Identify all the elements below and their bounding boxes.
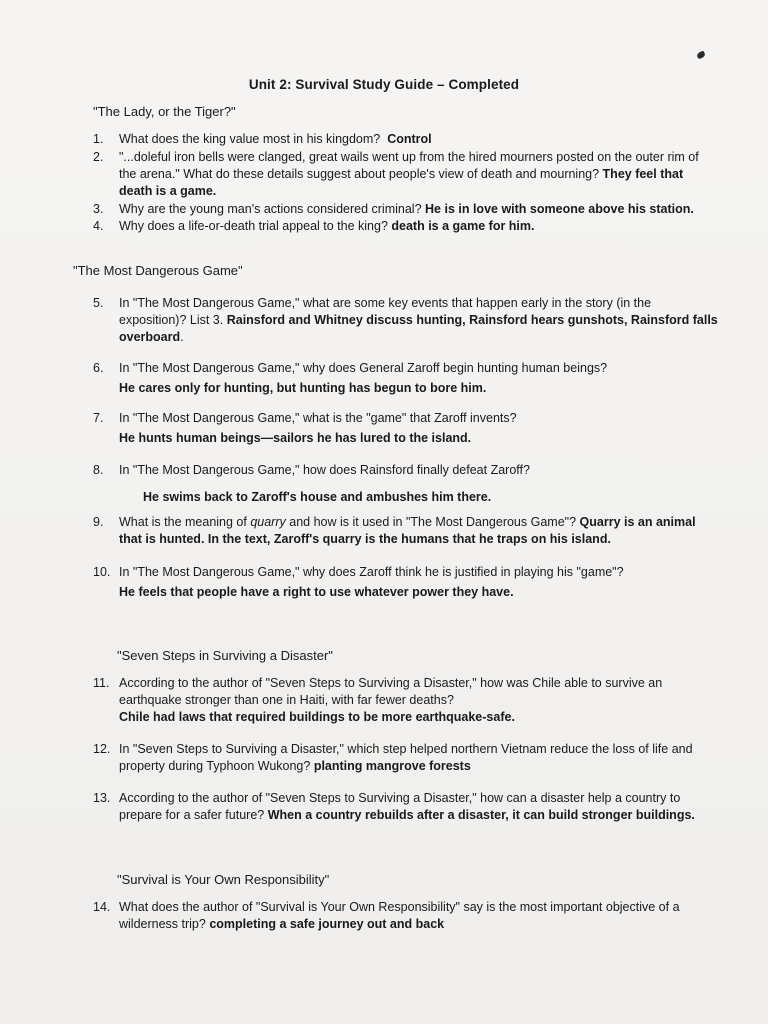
question-text: According to the author of "Seven Steps to Surviving a Disaster," how was Chile able to survive an earthquake stronger than one in Haiti, with far fewer deaths? [119,676,663,707]
question-text: In "Seven Steps to Surviving a Disaster," which step helped northern Vietnam reduce the loss of life and property during Typhoon Wukong? [119,742,693,773]
question-number: 11. [93,676,110,690]
section-heading-lady-tiger: "The Lady, or the Tiger?" [93,104,236,119]
question-number: 14. [93,900,111,914]
question-1 [93,131,719,148]
question-answer: He hunts human beings—sailors he has lured to the island. [119,431,472,445]
question-answer: He is in love with someone above his station. [425,202,694,216]
question-answer: Control [387,132,432,146]
question-number: 10. [93,565,111,579]
question-number: 7. [93,411,104,425]
question-number: 9. [93,515,104,529]
question-10 [93,564,719,601]
question-text: Why does a life-or-death trial appeal to the king? [119,219,388,233]
question-answer: Rainsford and Whitney discuss hunting, Rainsford hears gunshots, Rainsford falls overboard [119,313,718,344]
question-number: 4. [93,219,104,233]
question-answer: Chile had laws that required buildings to be more earthquake-safe. [119,710,515,724]
question-answer: When a country rebuilds after a disaster, it can build stronger buildings. [267,808,695,822]
question-answer: planting mangrove forests [313,759,471,773]
question-4 [93,218,719,235]
question-text: In "The Most Dangerous Game," what are some key events that happen early in the story (in the exposition)? List 3. [119,296,652,327]
question-text: In "The Most Dangerous Game," how does Rainsford finally defeat Zaroff? [119,463,530,477]
question-number: 12. [93,742,111,756]
question-7 [93,410,719,447]
question-answer: He swims back to Zaroff's house and ambushes him there. [143,490,492,504]
question-answer-trail: . [180,330,184,344]
question-12 [93,741,709,775]
ink-mark [696,51,706,60]
question-2 [93,149,719,200]
question-text-b: and how is it used in "The Most Dangerous Game"? [285,515,577,529]
question-5 [93,295,719,346]
question-text: According to the author of "Seven Steps to Surviving a Disaster," how can a disaster help a country to prepare for a safer future? [119,791,681,822]
page-title: Unit 2: Survival Study Guide – Completed [248,77,520,92]
question-number: 5. [93,296,104,310]
question-number: 3. [93,202,104,216]
question-3 [93,201,719,218]
question-text: What does the author of "Survival is Your Own Responsibility" say is the most important objective of a wilderness trip? [119,900,680,931]
question-11 [93,675,709,726]
question-text: "...doleful iron bells were clanged, great wails went up from the hired mourners posted on the outer rim of the arena." What do these details suggest about people's view of death and mourning? [119,150,699,181]
question-answer: He feels that people have a right to use whatever power they have. [119,585,514,599]
question-8 [93,462,719,506]
question-text: In "The Most Dangerous Game," why does General Zaroff begin hunting human beings? [119,361,608,375]
question-number: 13. [93,791,111,805]
question-6 [93,360,719,397]
question-number: 1. [93,132,104,146]
question-9 [93,514,719,548]
question-text: Why are the young man's actions considered criminal? [119,202,422,216]
question-14 [93,899,709,933]
question-answer: He cares only for hunting, but hunting has begun to bore him. [119,381,487,395]
section-heading-seven-steps: "Seven Steps in Surviving a Disaster" [117,648,333,663]
question-13 [93,790,719,824]
question-number: 2. [93,150,104,164]
question-text: In "The Most Dangerous Game," why does Zaroff think he is justified in playing his "game"? [119,565,624,579]
question-answer: death is a game for him. [391,219,535,233]
question-answer: completing a safe journey out and back [209,917,445,931]
question-number: 6. [93,361,104,375]
question-text: In "The Most Dangerous Game," what is the "game" that Zaroff invents? [119,411,517,425]
question-answer: Quarry is an animal that is hunted. In the text, Zaroff's quarry is the humans that he traps on his island. [119,515,696,546]
question-text-a: What is the meaning of [119,515,251,529]
section-heading-survival-responsibility: "Survival is Your Own Responsibility" [117,872,330,887]
section-heading-most-dangerous-game: "The Most Dangerous Game" [73,263,243,278]
question-text: What does the king value most in his kingdom? [119,132,381,146]
question-text-emphasis: quarry [250,515,286,529]
question-answer: They feel that death is a game. [119,167,684,198]
question-number: 8. [93,463,104,477]
